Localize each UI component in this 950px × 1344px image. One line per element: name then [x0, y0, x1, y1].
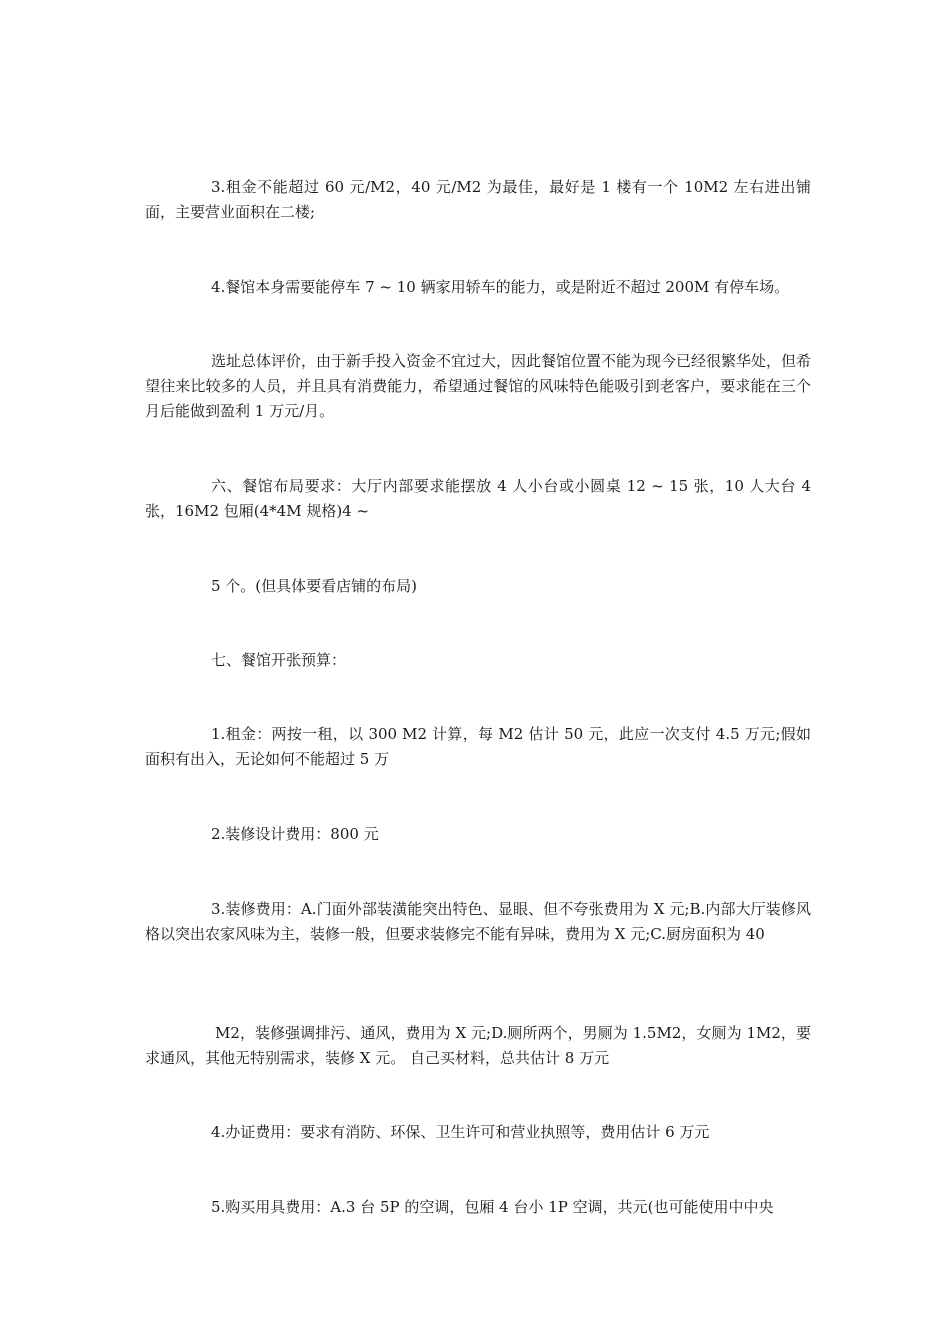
paragraph-rent-cost: 1.租金：两按一租，以 300 M2 计算，每 M2 估计 50 元，此应一次支付 4.5 万元;假如面积有出入，无论如何不能超过 5 万: [145, 725, 811, 768]
paragraph-budget-heading: 七、餐馆开张预算：: [211, 651, 347, 669]
paragraph-decoration-cost: 3.装修费用：A.门面外部装潢能突出特色、显眼、但不夸张费用为 X 元;B.内部大厅装修风格以突出农家风味为主，装修一般，但要求装修完不能有异味，费用为 X 元;C.厨房面积为 40: [145, 900, 811, 943]
paragraph-license-cost: 4.办证费用：要求有消防、环保、卫生许可和营业执照等，费用估计 6 万元: [211, 1123, 710, 1141]
paragraph-layout-note: 5 个。(但具体要看店铺的布局): [211, 577, 418, 595]
paragraph-rent-limit: 3.租金不能超过 60 元/M2，40 元/M2 为最佳，最好是 1 楼有一个 10M2 左右进出铺面，主要营业面积在二楼;: [145, 178, 811, 221]
paragraph-equipment-cost: 5.购买用具费用：A.3 台 5P 的空调，包厢 4 台小 1P 空调，共元(也可能使用中中央: [211, 1198, 774, 1216]
paragraph-parking: 4.餐馆本身需要能停车 7 ~ 10 辆家用轿车的能力，或是附近不超过 200M 有停车场。: [211, 278, 790, 296]
paragraph-site-evaluation: 选址总体评价，由于新手投入资金不宜过大，因此餐馆位置不能为现今已经很繁华处，但希望往来比较多的人员，并且具有消费能力，希望通过餐馆的风味特色能吸引到老客户，要求能在三个月后能做到盈利 1 万元/月。: [145, 352, 812, 420]
paragraph-layout-requirements: 六、餐馆布局要求：大厅内部要求能摆放 4 人小台或小圆桌 12 ~ 15 张，10 人大台 4 张，16M2 包厢(4*4M 规格)4 ~: [145, 477, 811, 520]
paragraph-design-cost: 2.装修设计费用：800 元: [211, 825, 379, 843]
paragraph-decoration-cost-continued: M2，装修强调排污、通风，费用为 X 元;D.厕所两个，男厕为 1.5M2，女厕为 1M2，要求通风，其他无特别需求，装修 X 元。 自己买材料，总共估计 8 万元: [145, 1024, 811, 1067]
